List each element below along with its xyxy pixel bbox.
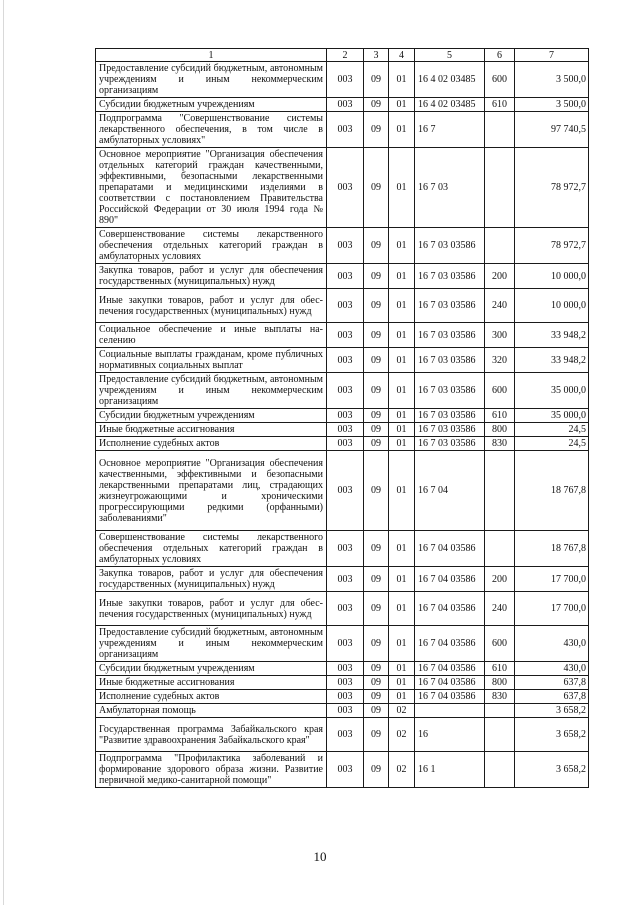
ministry-code: 003 xyxy=(327,348,364,373)
section-code: 09 xyxy=(364,323,389,348)
table-row xyxy=(96,626,589,662)
item-name: Подпрограмма "Профилактика заболеваний и формирование здорового образа жизни. Развитие первичной медико-санитарной помощи" xyxy=(96,752,327,788)
target-article-code: 16 7 03 03586 xyxy=(415,323,485,348)
subsection-code: 01 xyxy=(389,626,415,662)
table-row xyxy=(96,409,589,423)
table-row xyxy=(96,289,589,323)
ministry-code: 003 xyxy=(327,451,364,531)
section-code: 09 xyxy=(364,592,389,626)
target-article-code: 16 7 04 03586 xyxy=(415,567,485,592)
table-row xyxy=(96,264,589,289)
section-code: 09 xyxy=(364,451,389,531)
target-article-code: 16 7 03 03586 xyxy=(415,409,485,423)
target-article-code xyxy=(415,704,485,718)
expense-type-code: 200 xyxy=(485,264,515,289)
section-code: 09 xyxy=(364,289,389,323)
table-row xyxy=(96,567,589,592)
ministry-code: 003 xyxy=(327,323,364,348)
target-article-code: 16 7 03 03586 xyxy=(415,373,485,409)
amount: 24,5 xyxy=(515,437,589,451)
item-name: Субсидии бюджетным учреждениям xyxy=(96,98,327,112)
expense-type-code: 240 xyxy=(485,289,515,323)
expense-type-code: 610 xyxy=(485,662,515,676)
subsection-code: 01 xyxy=(389,112,415,148)
item-name: Предоставление субсидий бюджетным, автономным учреждениям и иным некоммерческим организациям xyxy=(96,626,327,662)
ministry-code: 003 xyxy=(327,567,364,592)
subsection-code: 01 xyxy=(389,264,415,289)
target-article-code: 16 7 04 03586 xyxy=(415,662,485,676)
target-article-code: 16 7 04 03586 xyxy=(415,592,485,626)
header-cell: 5 xyxy=(415,49,485,62)
section-code: 09 xyxy=(364,662,389,676)
amount: 35 000,0 xyxy=(515,409,589,423)
ministry-code: 003 xyxy=(327,704,364,718)
ministry-code: 003 xyxy=(327,62,364,98)
item-name: Закупка товаров, работ и услуг для обеспечения государственных (муниципальных) нужд xyxy=(96,264,327,289)
expense-type-code xyxy=(485,148,515,228)
subsection-code: 02 xyxy=(389,718,415,752)
header-cell: 7 xyxy=(515,49,589,62)
target-article-code: 16 4 02 03485 xyxy=(415,98,485,112)
subsection-code: 01 xyxy=(389,409,415,423)
header-cell: 4 xyxy=(389,49,415,62)
subsection-code: 01 xyxy=(389,676,415,690)
item-name: Иные бюджетные ассигнования xyxy=(96,676,327,690)
expense-type-code xyxy=(485,451,515,531)
section-code: 09 xyxy=(364,718,389,752)
ministry-code: 003 xyxy=(327,662,364,676)
amount: 33 948,2 xyxy=(515,348,589,373)
item-name: Предоставление субсидий бюджетным, автономным учреждениям и иным некоммерческим организациям xyxy=(96,62,327,98)
subsection-code: 01 xyxy=(389,289,415,323)
table-row xyxy=(96,98,589,112)
amount: 35 000,0 xyxy=(515,373,589,409)
expense-type-code xyxy=(485,752,515,788)
expense-type-code xyxy=(485,531,515,567)
item-name: Иные бюджетные ассигнования xyxy=(96,423,327,437)
subsection-code: 01 xyxy=(389,148,415,228)
subsection-code: 01 xyxy=(389,373,415,409)
subsection-code: 02 xyxy=(389,704,415,718)
item-name: Основное мероприятие "Организация обеспечения отдельных категорий граждан качественными, эффективными, безопасными лекарственными препаратами и медицинскими изделиями в соответствии с постановлением Правительства Российской Федерации от 30 июля 1994 года № 890" xyxy=(96,148,327,228)
target-article-code: 16 7 04 03586 xyxy=(415,531,485,567)
expense-type-code: 800 xyxy=(485,676,515,690)
subsection-code: 01 xyxy=(389,98,415,112)
subsection-code: 01 xyxy=(389,592,415,626)
amount: 24,5 xyxy=(515,423,589,437)
table-row xyxy=(96,662,589,676)
amount: 17 700,0 xyxy=(515,567,589,592)
item-name: Исполнение судебных актов xyxy=(96,690,327,704)
item-name: Субсидии бюджетным учреждениям xyxy=(96,409,327,423)
amount: 78 972,7 xyxy=(515,228,589,264)
table-row xyxy=(96,112,589,148)
ministry-code: 003 xyxy=(327,423,364,437)
item-name: Совершенствование системы лекарственного обеспечения отдельных категорий граждан в амбулаторных условиях xyxy=(96,531,327,567)
amount: 637,8 xyxy=(515,690,589,704)
expense-type-code: 600 xyxy=(485,62,515,98)
target-article-code: 16 7 03 03586 xyxy=(415,264,485,289)
target-article-code: 16 7 03 xyxy=(415,148,485,228)
item-name: Исполнение судебных актов xyxy=(96,437,327,451)
target-article-code: 16 7 04 03586 xyxy=(415,626,485,662)
subsection-code: 01 xyxy=(389,451,415,531)
amount: 97 740,5 xyxy=(515,112,589,148)
table-row xyxy=(96,437,589,451)
expense-type-code: 830 xyxy=(485,437,515,451)
amount: 18 767,8 xyxy=(515,531,589,567)
subsection-code: 01 xyxy=(389,662,415,676)
expense-type-code: 610 xyxy=(485,409,515,423)
subsection-code: 01 xyxy=(389,62,415,98)
table-row xyxy=(96,704,589,718)
header-cell: 1 xyxy=(96,49,327,62)
expense-type-code: 600 xyxy=(485,373,515,409)
subsection-code: 02 xyxy=(389,752,415,788)
ministry-code: 003 xyxy=(327,409,364,423)
subsection-code: 01 xyxy=(389,323,415,348)
item-name: Иные закупки товаров, работ и услуг для обеспечения государственных (муниципальных) нужд xyxy=(96,592,327,626)
expense-type-code: 610 xyxy=(485,98,515,112)
expense-type-code xyxy=(485,112,515,148)
amount: 637,8 xyxy=(515,676,589,690)
table-body xyxy=(96,49,589,788)
target-article-code: 16 7 04 03586 xyxy=(415,690,485,704)
table-row xyxy=(96,718,589,752)
amount: 3 658,2 xyxy=(515,704,589,718)
subsection-code: 01 xyxy=(389,423,415,437)
expense-type-code: 240 xyxy=(485,592,515,626)
amount: 3 500,0 xyxy=(515,62,589,98)
ministry-code: 003 xyxy=(327,437,364,451)
target-article-code: 16 7 03 03586 xyxy=(415,228,485,264)
ministry-code: 003 xyxy=(327,626,364,662)
target-article-code: 16 7 03 03586 xyxy=(415,437,485,451)
expense-type-code: 830 xyxy=(485,690,515,704)
section-code: 09 xyxy=(364,409,389,423)
target-article-code: 16 7 04 03586 xyxy=(415,676,485,690)
amount: 10 000,0 xyxy=(515,264,589,289)
ministry-code: 003 xyxy=(327,264,364,289)
table-row xyxy=(96,228,589,264)
table-row xyxy=(96,323,589,348)
amount: 3 500,0 xyxy=(515,98,589,112)
table-row xyxy=(96,451,589,531)
target-article-code: 16 7 03 03586 xyxy=(415,348,485,373)
section-code: 09 xyxy=(364,567,389,592)
budget-table xyxy=(95,48,589,788)
table-row xyxy=(96,752,589,788)
expense-type-code: 600 xyxy=(485,626,515,662)
header-row xyxy=(96,49,589,62)
section-code: 09 xyxy=(364,148,389,228)
ministry-code: 003 xyxy=(327,112,364,148)
amount: 430,0 xyxy=(515,626,589,662)
item-name: Социальное обеспечение и иные выплаты населению xyxy=(96,323,327,348)
table-row xyxy=(96,348,589,373)
expense-type-code xyxy=(485,704,515,718)
ministry-code: 003 xyxy=(327,373,364,409)
ministry-code: 003 xyxy=(327,752,364,788)
expense-type-code: 200 xyxy=(485,567,515,592)
subsection-code: 01 xyxy=(389,567,415,592)
expense-type-code: 800 xyxy=(485,423,515,437)
ministry-code: 003 xyxy=(327,690,364,704)
ministry-code: 003 xyxy=(327,289,364,323)
section-code: 09 xyxy=(364,676,389,690)
amount: 3 658,2 xyxy=(515,752,589,788)
amount: 33 948,2 xyxy=(515,323,589,348)
table-row xyxy=(96,148,589,228)
section-code: 09 xyxy=(364,228,389,264)
expense-type-code: 300 xyxy=(485,323,515,348)
amount: 18 767,8 xyxy=(515,451,589,531)
item-name: Социальные выплаты гражданам, кроме публичных нормативных социальных выплат xyxy=(96,348,327,373)
table-row xyxy=(96,531,589,567)
item-name: Амбулаторная помощь xyxy=(96,704,327,718)
header-cell: 2 xyxy=(327,49,364,62)
section-code: 09 xyxy=(364,112,389,148)
subsection-code: 01 xyxy=(389,348,415,373)
expense-type-code xyxy=(485,718,515,752)
ministry-code: 003 xyxy=(327,148,364,228)
amount: 10 000,0 xyxy=(515,289,589,323)
section-code: 09 xyxy=(364,373,389,409)
amount: 3 658,2 xyxy=(515,718,589,752)
target-article-code: 16 7 xyxy=(415,112,485,148)
amount: 17 700,0 xyxy=(515,592,589,626)
item-name: Совершенствование системы лекарственного обеспечения отдельных категорий граждан в амбулаторных условиях xyxy=(96,228,327,264)
header-cell: 3 xyxy=(364,49,389,62)
table-row xyxy=(96,592,589,626)
item-name: Иные закупки товаров, работ и услуг для обеспечения государственных (муниципальных) нужд xyxy=(96,289,327,323)
subsection-code: 01 xyxy=(389,531,415,567)
table-row xyxy=(96,62,589,98)
target-article-code: 16 7 03 03586 xyxy=(415,423,485,437)
ministry-code: 003 xyxy=(327,718,364,752)
ministry-code: 003 xyxy=(327,531,364,567)
target-article-code: 16 7 03 03586 xyxy=(415,289,485,323)
section-code: 09 xyxy=(364,62,389,98)
subsection-code: 01 xyxy=(389,690,415,704)
table-row xyxy=(96,690,589,704)
section-code: 09 xyxy=(364,98,389,112)
section-code: 09 xyxy=(364,704,389,718)
ministry-code: 003 xyxy=(327,592,364,626)
section-code: 09 xyxy=(364,690,389,704)
table-row xyxy=(96,423,589,437)
section-code: 09 xyxy=(364,437,389,451)
table-row xyxy=(96,676,589,690)
section-code: 09 xyxy=(364,531,389,567)
section-code: 09 xyxy=(364,423,389,437)
item-name: Предоставление субсидий бюджетным, автономным учреждениям и иным некоммерческим организациям xyxy=(96,373,327,409)
amount: 78 972,7 xyxy=(515,148,589,228)
item-name: Государственная программа Забайкальского края "Развитие здравоохранения Забайкальского края" xyxy=(96,718,327,752)
amount: 430,0 xyxy=(515,662,589,676)
item-name: Основное мероприятие "Организация обеспечения качественными, эффективными и безопасными лекарственными препаратами лиц, страдающих жизнеугрожающими и хроническими прогрессирующими редкими (орфанными) заболеваниями" xyxy=(96,451,327,531)
scan-edge xyxy=(3,0,4,905)
item-name: Подпрограмма "Совершенствование системы лекарственного обеспечения, в том числе в амбулаторных условиях" xyxy=(96,112,327,148)
target-article-code: 16 4 02 03485 xyxy=(415,62,485,98)
section-code: 09 xyxy=(364,752,389,788)
ministry-code: 003 xyxy=(327,228,364,264)
expense-type-code: 320 xyxy=(485,348,515,373)
item-name: Субсидии бюджетным учреждениям xyxy=(96,662,327,676)
ministry-code: 003 xyxy=(327,676,364,690)
section-code: 09 xyxy=(364,348,389,373)
expense-type-code xyxy=(485,228,515,264)
ministry-code: 003 xyxy=(327,98,364,112)
header-cell: 6 xyxy=(485,49,515,62)
subsection-code: 01 xyxy=(389,437,415,451)
target-article-code: 16 xyxy=(415,718,485,752)
table-row xyxy=(96,373,589,409)
page-number: 10 xyxy=(313,849,327,864)
section-code: 09 xyxy=(364,264,389,289)
target-article-code: 16 7 04 xyxy=(415,451,485,531)
subsection-code: 01 xyxy=(389,228,415,264)
section-code: 09 xyxy=(364,626,389,662)
target-article-code: 16 1 xyxy=(415,752,485,788)
item-name: Закупка товаров, работ и услуг для обеспечения государственных (муниципальных) нужд xyxy=(96,567,327,592)
